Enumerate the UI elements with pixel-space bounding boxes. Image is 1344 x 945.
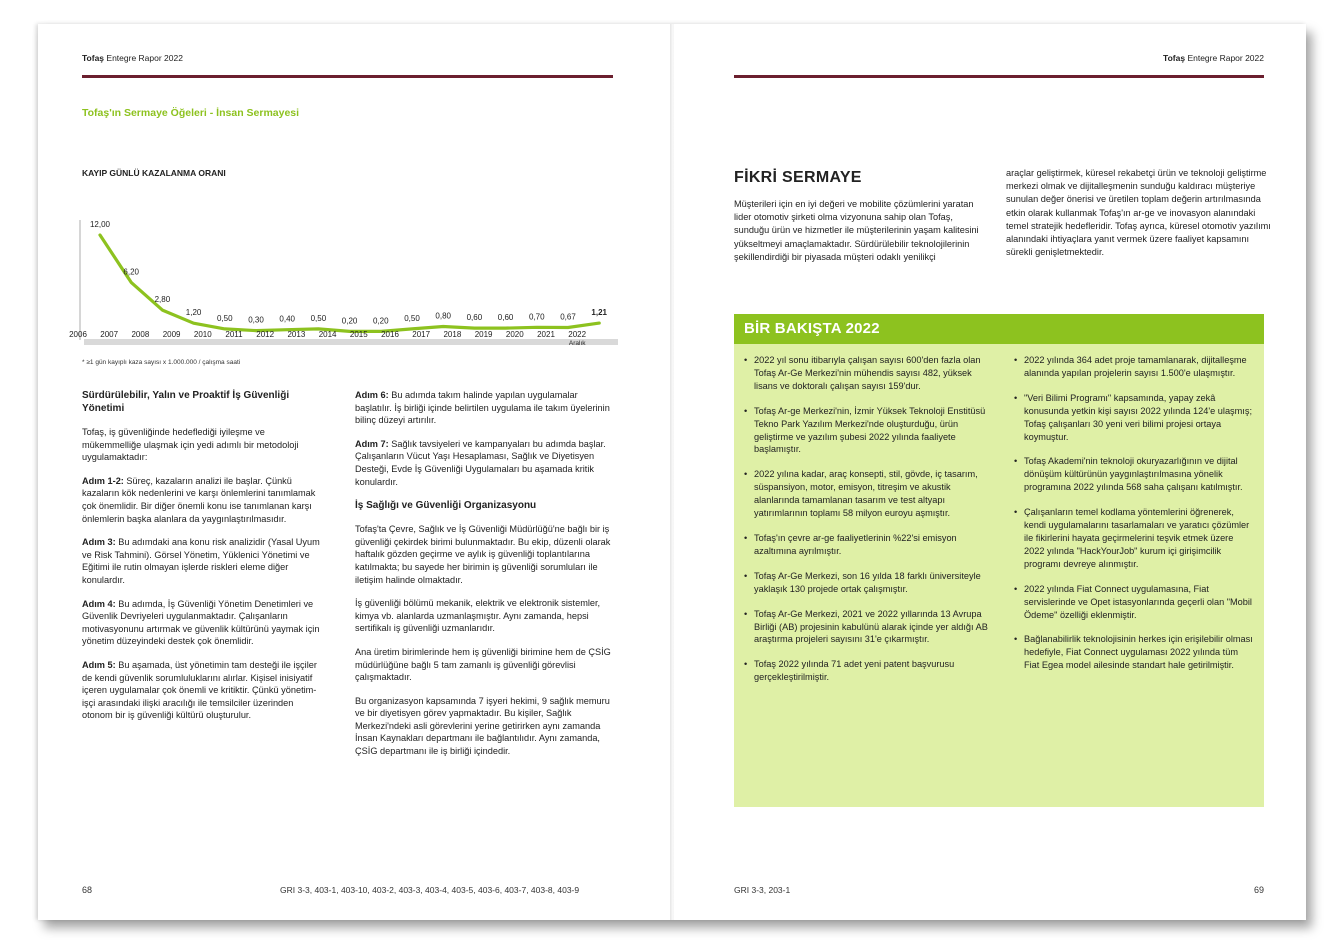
at-a-glance-title: BİR BAKIŞTA 2022 — [744, 320, 880, 337]
page-header — [82, 53, 183, 63]
left-column-1 — [82, 389, 322, 733]
x-tick-label: 2013 — [287, 330, 306, 339]
section-title: Tofaş'ın Sermaye Öğeleri - İnsan Sermayesi — [82, 107, 300, 119]
header-rule — [82, 75, 613, 78]
x-tick-label: 2007 — [100, 330, 119, 339]
x-tick-label: 2020 — [505, 330, 524, 339]
glance-item: • 2022 yılında Fiat Connect uygulamasına, Fiat servislerinde ve Opet istasyonlarında geçerli olan "Mobil Ödeme" özelliği eklenmiştir. — [1014, 583, 1254, 622]
safety-intro: Tofaş, iş güvenliğinde hedeflediği iyileşme ve mükemmelliğe ulaşmak için yedi adımlı bir metodoloji uygulamaktadır: — [82, 427, 299, 463]
data-label: 0,20 — [341, 316, 358, 326]
data-label: 2,80 — [154, 295, 171, 305]
glance-item: • 2022 yılına kadar, araç konsepti, stil, gövde, iç tasarım, süspansiyon, motor, emisyon, titreşim ve akustik alanlarında tamamlanan tasarım ve test altyapı yatırımlarının toplamı 58 milyon euroyu aşmıştır. — [744, 468, 994, 520]
data-label: 0,50 — [310, 313, 327, 323]
gri-references-left: GRI 3-3, 403-1, 403-10, 403-2, 403-3, 403-4, 403-5, 403-6, 403-7, 403-8, 403-9 — [280, 885, 580, 895]
x-tick-label: 2010 — [193, 330, 212, 339]
header-rule — [734, 75, 1264, 78]
page-number-left: 68 — [82, 885, 93, 895]
glance-item: • Tofaş Ar-Ge Merkezi, 2021 ve 2022 yıllarında 13 Avrupa Birliği (AB) projesinin kabulünü alarak içinde yer aldığı AB araştırma projeleri sayısını 31'e çıkarmıştır. — [744, 608, 994, 647]
x-tick-label: 2006 — [69, 330, 87, 339]
step-6: Adım 6: Bu adımda takım halinde yapılan uygulamalar başlatılır. İş birliği içinde belirtilen uygulama ile takım üyelerinin bilinç düzeyi artırılır. — [355, 390, 610, 426]
ohs-paragraph-3: Ana üretim birimlerinde hem iş güvenliği birimine hem de ÇSİG müdürlüğüne bağlı 5 tam zamanlı iş güvenliği görevlisi çalışmaktadır. — [355, 646, 611, 683]
x-tick-label: 2011 — [225, 330, 243, 339]
lost-time-injury-chart — [78, 200, 618, 345]
data-label: 0,50 — [404, 313, 420, 323]
glance-item: • 2022 yılında 364 adet proje tamamlanarak, dijitalleşme alanında yapılan projelerin sayısı 1.500'e ulaşmıştır. — [1014, 354, 1254, 380]
ohs-paragraph-1: Tofaş'ta Çevre, Sağlık ve İş Güvenliği Müdürlüğü'ne bağlı bir iş güvenliği çekirdek birimi bulunmaktadır. Bu ekip, düzenli olarak haftalık gözden geçirme ve aylık iş güvenliği toplantılarına katılmakta; bu sayede her birimin iş güvenliği sorumluları ile iletişim halinde olmaktadır. — [355, 524, 611, 585]
page-right — [674, 24, 1306, 920]
page-left — [38, 24, 672, 920]
report-spread — [38, 24, 1306, 920]
glance-item: • "Veri Bilimi Programı" kapsamında, yapay zekâ konusunda yetkin kişi sayısı 2022 yılında 124'e ulaşmış; Tofaş çalışanları 30 yeni veri bilimi projesi ortaya koymuştur. — [1014, 392, 1254, 444]
chart-title: KAYIP GÜNLÜ KAZALANMA ORANI — [82, 168, 226, 178]
page-number-right: 69 — [1253, 885, 1264, 895]
data-label: 0,30 — [248, 315, 264, 325]
data-label: 0,60 — [497, 313, 514, 323]
x-axis-labels — [69, 330, 638, 354]
chart-footnote: * ≥1 gün kayıplı kaza sayısı x 1.000.000 / çalışma saati — [82, 359, 241, 366]
page-header — [1163, 53, 1264, 63]
x-tick-label: 2019 — [474, 330, 493, 339]
data-label: 1,21 — [591, 308, 607, 318]
step-7: Adım 7: Sağlık tavsiyeleri ve kampanyaları bu adımda başlar. Çalışanların Vücut Yaşı Hesaplaması, Sağlık ve Diyetisyen Desteği, Evde İş Güvenliği Uygulamaları bu aşamada kritik konulardır. — [355, 438, 606, 487]
data-label: 0,40 — [279, 314, 295, 324]
data-label: 0,67 — [560, 312, 576, 322]
ohs-paragraph-4: Bu organizasyon kapsamında 7 işyeri hekimi, 9 sağlık memuru ve bir diyetisyen görev yapmaktadır. Bu kişiler, Sağlık Merkezi'ndeki asli görevlerini yerine getirirken aynı zamanda İnsan Kaynakları departmanı ile bağlantılıdır. Aynı zamanda, ÇSİG departmanı ile iş birliği içindedir. — [355, 695, 610, 757]
x-tick-sublabel: Aralık — [568, 340, 586, 347]
data-label: 6,20 — [123, 267, 139, 277]
step-3: Adım 3: Bu adımdaki ana konu risk analizidir (Yasal Uyum ve Risk Tahmini). Görsel Yönetim, Yüklenici Yönetimi ve Eğitimi ile rutin olmayan işlerde riskleri eleme diğer konulardır. — [82, 537, 320, 585]
header-brand: Tofaş — [1163, 53, 1186, 63]
step-4: Adım 4: Bu adımda, İş Güvenliği Yönetim Denetimleri ve Güvenlik Devriyeleri uygulanmaktadır. Çalışanların motivasyonunu artırmak ve güvenlik kültürünü yaymak için yönetim düzeyindeki destek çok önemlidir. — [82, 598, 320, 647]
ohs-org-heading: İş Sağlığı ve Güvenliği Organizasyonu — [355, 500, 537, 512]
at-a-glance-header — [734, 314, 1264, 344]
x-tick-label: 2009 — [162, 330, 181, 339]
header-title: Entegre Rapor 2022 — [104, 53, 183, 63]
step-5: Adım 5: Bu aşamada, üst yönetimin tam desteği ile işçiler de kendi güvenlik sorumluluklarını alırlar. Kişisel inisiyatif içeren uygulamalar çok önemli ve kritiktir. Çünkü yönetim-işçi arasındaki ilişki aracılığı ile temsilciler üzerinden otonom bir iş güvenliği kültürü oluşturulur. — [82, 659, 317, 721]
data-label: 12,00 — [89, 220, 111, 229]
x-tick-label: 2016 — [381, 330, 399, 339]
data-label: 0,80 — [435, 311, 451, 321]
glance-item: • 2022 yıl sonu itibarıyla çalışan sayısı 600'den fazla olan Tofaş Ar-Ge Merkezi'nin mühendis sayısı 482, yüksek lisans ve doktoralı çalışan sayısı 159'dur. — [744, 354, 994, 393]
gri-references-right: GRI 3-3, 203-1 — [734, 885, 791, 895]
x-tick-label: 2015 — [349, 330, 368, 339]
data-label: 1,20 — [185, 308, 202, 318]
x-tick-label: 2008 — [131, 330, 150, 339]
header-brand: Tofaş — [82, 53, 105, 63]
glance-item: • Çalışanların temel kodlama yöntemlerini öğrenerek, kendi uygulamalarını tasarlamaları ve yaratıcı çözümler ile fikirlerini hayata geçirmelerini teşvik etmek üzere 2022 yılında "HackYourJob" kurum içi girişimcilik programı devreye alınmıştır. — [1014, 506, 1254, 571]
left-column-2 — [355, 389, 615, 769]
x-tick-label: 2021 — [537, 330, 555, 339]
glance-item: • Tofaş Ar-ge Merkezi'nin, İzmir Yüksek Teknoloji Enstitüsü Tekno Park Yazılım Merkezi'nde oluşturduğu, ürün geliştirme ve yazılım şubesi 2022 yılında faaliyete başlamıştır. — [744, 405, 994, 457]
at-a-glance-box — [734, 314, 1264, 807]
glance-list-left — [744, 354, 994, 696]
glance-item: • Tofaş Akademi'nin teknoloji okuryazarlığının ve dijital dönüşüm kültürünün yaygınlaştırılmasına yönelik programına 2022 yılında 568 saha çalışanı katılmıştır. — [1014, 455, 1254, 494]
step-1-2: Adım 1-2: Süreç, kazaların analizi ile başlar. Çünkü kazaların kök nedenlerini ve karşı önlemlerini tanımlamak çok önemlidir. Bir diğer önemli konu ise tanımlanan karşı önlemlerin başka alanlara da yaygınlaştırılmasıdır. — [82, 475, 316, 524]
glance-list-right — [1014, 354, 1254, 684]
safety-heading: Sürdürülebilir, Yalın ve Proaktif İş Güvenliği Yönetimi — [82, 390, 290, 414]
x-tick-label: 2012 — [256, 330, 275, 339]
x-tick-label: 2022 — [568, 330, 587, 339]
ohs-paragraph-2: İş güvenliği bölümü mekanik, elektrik ve elektronik sistemler, kimya vb. alanlarda uzmanlaşmıştır. Aynı zamanda, hepsi sertifikalı iş güvenliği uzmanlarıdır. — [355, 598, 601, 634]
glance-item: • Tofaş 2022 yılında 71 adet yeni patent başvurusu gerçekleştirilmiştir. — [744, 658, 994, 684]
glance-item: • Tofaş Ar-Ge Merkezi, son 16 yılda 18 farklı üniversiteyle yaklaşık 130 projede ortak çalışmıştır. — [744, 570, 994, 596]
data-label: 0,60 — [466, 313, 483, 323]
data-label: 0,20 — [373, 316, 389, 326]
page-title: FİKRİ SERMAYE — [734, 169, 862, 186]
x-tick-label: 2017 — [412, 330, 431, 339]
data-label: 0,50 — [217, 313, 233, 323]
header-title: Entegre Rapor 2022 — [1185, 53, 1264, 63]
data-label: 0,70 — [529, 312, 545, 322]
glance-item: • Bağlanabilirlik teknolojisinin herkes için erişilebilir olması hedefiyle, Fiat Connect uygulaması 2022 yılında tüm Fiat Egea model ailesinde standart hale getirilmiştir. — [1014, 633, 1254, 672]
intro-paragraph-1: Müşterileri için en iyi değeri ve mobilite çözümlerini yaratan lider otomotiv şirketi olma vizyonuna sahip olan Tofaş, sunduğu ürün ve hizmetler ile müşterilerinin yaşam kalitesini yükseltmeyi amaçlamaktadır. Sürdürülebilir teknolojilerinin şekillendirdiği bir piyasada müşteri odaklı yenilikçi — [734, 199, 979, 262]
glance-item: • Tofaş'ın çevre ar-ge faaliyetlerinin %22'si emisyon azaltımına ayrılmıştır. — [744, 532, 994, 558]
intro-paragraph-2: araçlar geliştirmek, küresel rekabetçi ürün ve teknoloji geliştirme merkezi olmak ve dijitalleşmenin sunduğu kaldıracı müşteriye sunulan değer önerisi ve üretilen toplam değerin artırılmasında etkin olarak kullanmak Tofaş'ın ar-ge ve inovasyon alanındaki temel stratejik hedefleridir. Tofaş ayrıca, küresel otomotiv yazılımı alanındaki ihtiyaçlara yanıt vermek üzere faaliyet kapsamını sürekli genişletmektedir. — [1006, 168, 1271, 258]
x-tick-label: 2018 — [443, 330, 462, 339]
x-tick-label: 2014 — [318, 330, 337, 339]
